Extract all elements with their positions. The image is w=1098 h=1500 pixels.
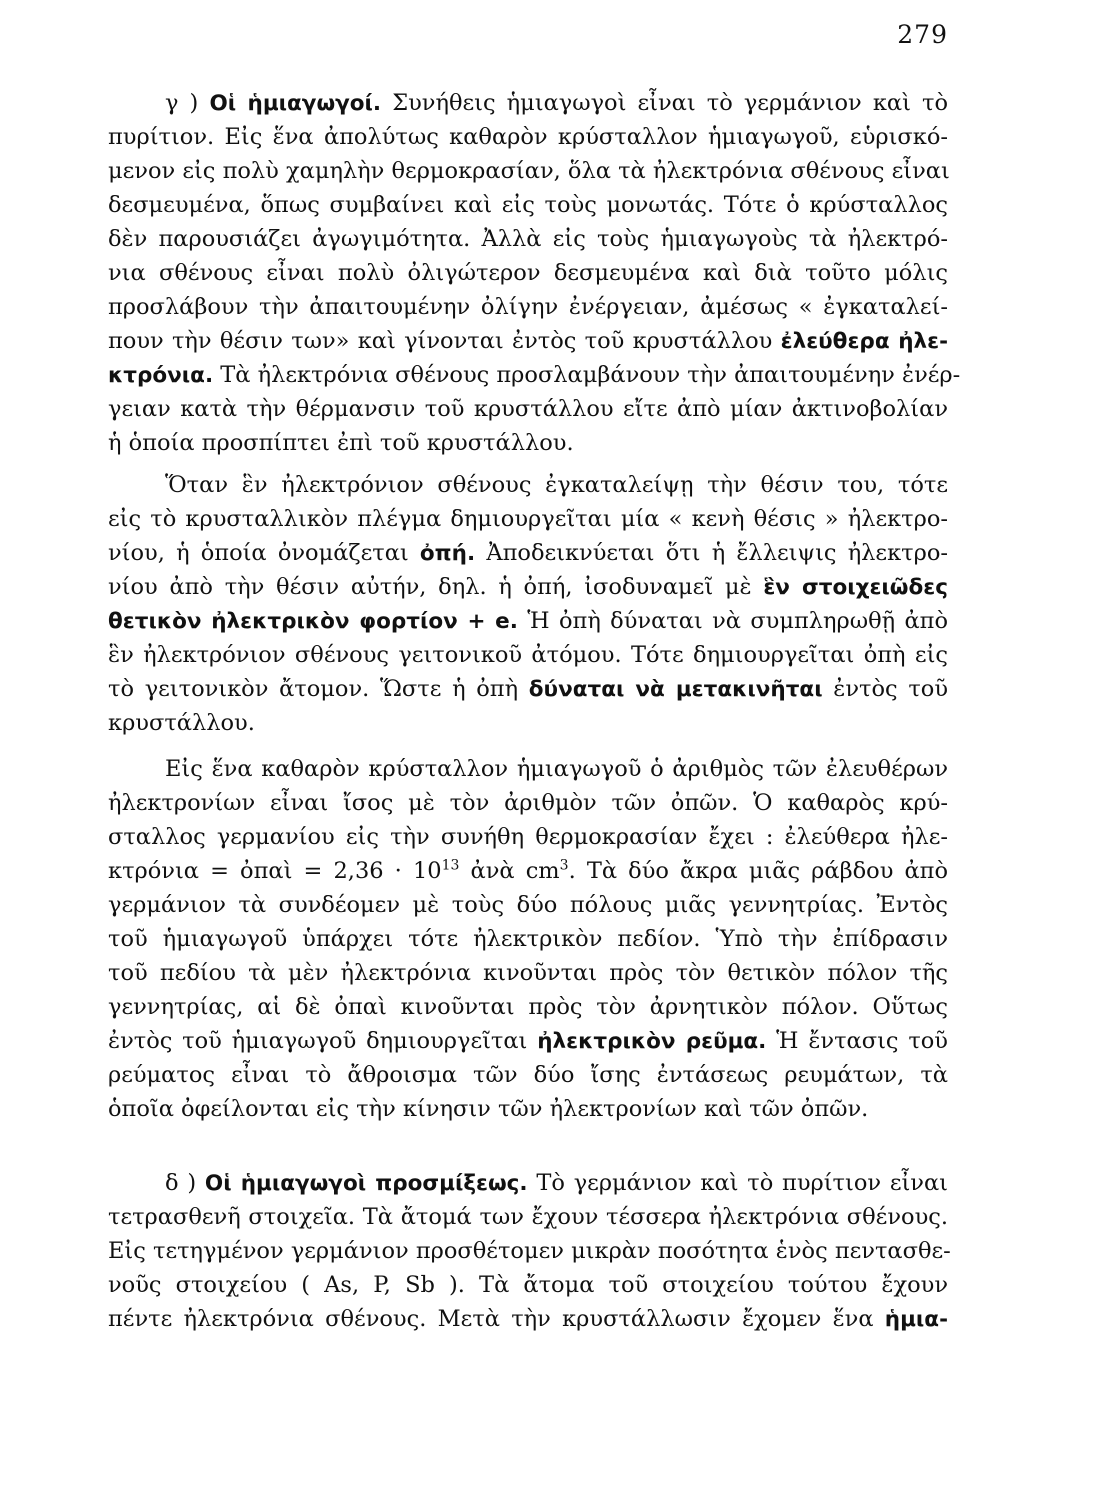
exponent: 3 xyxy=(559,857,569,874)
text-line: εἰς τὸ κρυσταλλικὸν πλέγμα δημιουργεῖται μία « κενὴ θέσις » ἠλεκτρο- xyxy=(108,506,948,532)
text-line: γερμάνιον τὰ συνδέομεν μὲ τοὺς δύο πόλους μιᾶς γεννητρίας. Ἐντὸς xyxy=(108,892,948,918)
text-line: τοῦ ἡμιαγωγοῦ ὑπάρχει τότε ἠλεκτρικὸν πεδίον. Ὑπὸ τὴν ἐπίδρασιν xyxy=(108,926,948,952)
bold-term: δύναται νὰ μετακινῆται xyxy=(528,677,823,702)
section-marker: γ ) xyxy=(165,90,199,116)
text-line: θετικὸν ἠλεκτρικὸν φορτίον + e. Ἡ ὀπὴ δύναται νὰ συμπληρωθῇ ἀπὸ xyxy=(108,608,949,634)
text-line: δὲν παρουσιάζει ἀγωγιμότητα. Ἀλλὰ εἰς τοὺς ἡμιαγωγοὺς τὰ ἠλεκτρό- xyxy=(108,226,948,252)
section-heading: Οἱ ἡμιαγωγοὶ προσμίξεως. xyxy=(204,1171,528,1196)
text-line: νίου, ἡ ὁποία ὀνομάζεται ὀπή. Ἀποδεικνύεται ὅτι ἡ ἔλλειψις ἠλεκτρο- xyxy=(108,540,948,566)
text-line: γειαν κατὰ τὴν θέρμανσιν τοῦ κρυστάλλου εἴτε ἀπὸ μίαν ἀκτινοβολίαν xyxy=(108,396,948,422)
text-line: πυρίτιον. Εἰς ἕνα ἀπολύτως καθαρὸν κρύσταλλον ἡμιαγωγοῦ, εὑρισκό- xyxy=(108,124,948,150)
bold-term: ἡμια- xyxy=(884,1307,948,1332)
text-line: ὁποῖα ὀφείλονται εἰς τὴν κίνησιν τῶν ἠλεκτρονίων καὶ τῶν ὀπῶν. xyxy=(108,1096,869,1122)
bold-term: ἐλεύθερα ἠλε- xyxy=(780,329,949,354)
text-line: προσλάβουν τὴν ἀπαιτουμένην ὀλίγην ἐνέργειαν, ἀμέσως « ἐγκαταλεί- xyxy=(108,294,948,320)
text-line: κτρόνια = ὀπαὶ = $2,36 \cdot 10^{13}$ ἀνὰ $cm^3$. Τὰ δύο ἄκρα μιᾶς ράβδου ἀπὸ xyxy=(108,857,949,884)
text-line: νίου ἀπὸ τὴν θέσιν αὐτήν, δηλ. ἡ ὀπή, ἰσοδυναμεῖ μὲ ἓν στοιχειῶδες xyxy=(108,574,948,600)
bold-term: ἠλεκτρικὸν ρεῦμα. xyxy=(537,1029,767,1054)
section-gamma-line-1: γ ) Οἱ ἡμιαγωγοί. Συνήθεις ἡμιαγωγοὶ εἶναι τὸ γερμάνιον καὶ τὸ xyxy=(165,90,948,116)
text-line: τοῦ πεδίου τὰ μὲν ἠλεκτρόνια κινοῦνται πρὸς τὸν θετικὸν πόλον τῆς xyxy=(108,960,948,986)
section-delta-line-1: δ ) Οἱ ἡμιαγωγοὶ προσμίξεως. Τὸ γερμάνιον καὶ τὸ πυρίτιον εἶναι xyxy=(165,1170,949,1196)
text-line: γεννητρίας, αἱ δὲ ὀπαὶ κινοῦνται πρὸς τὸν ἀρνητικὸν πόλον. Οὕτως xyxy=(108,994,948,1020)
text-line: τετρασθενῆ στοιχεῖα. Τὰ ἄτομά των ἔχουν τέσσερα ἠλεκτρόνια σθένους. xyxy=(108,1204,948,1230)
text-line: ἐντὸς τοῦ ἡμιαγωγοῦ δημιουργεῖται ἠλεκτρικὸν ρεῦμα. Ἡ ἔντασις τοῦ xyxy=(108,1028,948,1054)
paragraph-current-line-1: Εἰς ἕνα καθαρὸν κρύσταλλον ἡμιαγωγοῦ ὁ ἀριθμὸς τῶν ἐλευθέρων xyxy=(165,756,948,782)
text-line: μενον εἰς πολὺ χαμηλὴν θερμοκρασίαν, ὅλα τὰ ἠλεκτρόνια σθένους εἶναι xyxy=(108,158,950,184)
text-line: πουν τὴν θέσιν των» καὶ γίνονται ἐντὸς τοῦ κρυστάλλου ἐλεύθερα ἠλε- xyxy=(108,328,949,354)
exponent: 13 xyxy=(441,857,460,874)
text-line: κρυστάλλου. xyxy=(108,710,255,736)
bold-term: κτρόνια. xyxy=(108,363,214,388)
section-marker: δ ) xyxy=(165,1170,197,1196)
text-line: ἡ ὁποία προσπίπτει ἐπὶ τοῦ κρυστάλλου. xyxy=(108,430,574,456)
text-line: δεσμευμένα, ὅπως συμβαίνει καὶ εἰς τοὺς μονωτάς. Τότε ὁ κρύσταλλος xyxy=(108,192,948,218)
text-line: νοῦς στοιχείου ( As, P, Sb ). Τὰ ἄτομα τοῦ στοιχείου τούτου ἔχουν xyxy=(108,1272,948,1298)
text-line: σταλλος γερμανίου εἰς τὴν συνήθη θερμοκρασίαν ἔχει : ἐλεύθερα ἠλε- xyxy=(108,824,948,850)
paragraph-hole-line-1: Ὅταν ἓν ἠλεκτρόνιον σθένους ἐγκαταλείψῃ τὴν θέσιν του, τότε xyxy=(165,472,948,498)
text-line: τὸ γειτονικὸν ἄτομον. Ὥστε ἡ ὀπὴ δύναται νὰ μετακινῆται ἐντὸς τοῦ xyxy=(108,676,949,702)
bold-term: ὀπή. xyxy=(419,541,476,566)
text-line: ἓν ἠλεκτρόνιον σθένους γειτονικοῦ ἀτόμου. Τότε δημιουργεῖται ὀπὴ εἰς xyxy=(108,642,948,668)
bold-term: ἓν στοιχειῶδες xyxy=(763,575,948,600)
page-number: 279 xyxy=(897,20,948,49)
text-line: Εἰς τετηγμένον γερμάνιον προσθέτομεν μικρὰν ποσότητα ἑνὸς πεντασθε- xyxy=(108,1238,951,1264)
text-line: ἠλεκτρονίων εἶναι ἴσος μὲ τὸν ἀριθμὸν τῶν ὀπῶν. Ὁ καθαρὸς κρύ- xyxy=(108,790,948,816)
text-line: κτρόνια. Τὰ ἠλεκτρόνια σθένους προσλαμβάνουν τὴν ἀπαιτουμένην ἐνέρ- xyxy=(108,362,961,388)
text-line: νια σθένους εἶναι πολὺ ὀλιγώτερον δεσμευμένα καὶ διὰ τοῦτο μόλις xyxy=(108,260,948,286)
text-line: ρεύματος εἶναι τὸ ἄθροισμα τῶν δύο ἴσης ἐντάσεως ρευμάτων, τὰ xyxy=(108,1062,948,1088)
bold-term: θετικὸν ἠλεκτρικὸν φορτίον + e. xyxy=(108,609,518,634)
section-heading: Οἱ ἡμιαγωγοί. xyxy=(209,91,382,116)
text-line: πέντε ἠλεκτρόνια σθένους. Μετὰ τὴν κρυστάλλωσιν ἔχομεν ἕνα ἡμια- xyxy=(108,1306,948,1332)
